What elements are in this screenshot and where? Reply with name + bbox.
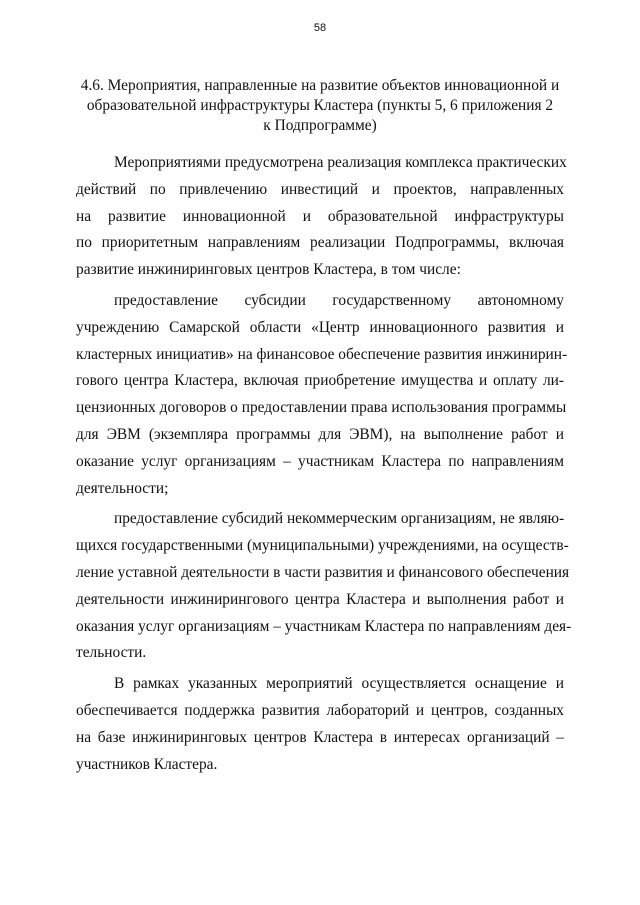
- text-line: действий по привлечению инвестиций и проектов, направленных: [76, 180, 564, 198]
- paragraph: [76, 288, 568, 502]
- text-line: ление уставной деятельности в части развития и финансового обеспечения: [76, 563, 570, 581]
- text-line: для ЭВМ (экземпляра программы для ЭВМ), на выполнение работ и: [76, 425, 564, 443]
- paragraph: [76, 671, 564, 778]
- text-line: предоставление субсидий некоммерческим организациям, не являю-: [114, 510, 565, 528]
- text-line: на развитие инновационной и образовательной инфраструктуры: [76, 207, 564, 225]
- text-line: цензионных договоров о предоставлении права использования программы: [76, 399, 567, 417]
- text-line: предоставление субсидии государственному автономному: [114, 291, 564, 309]
- paragraph: [76, 150, 567, 284]
- text-line: гового центра Кластера, включая приобретение имущества и оплату ли-: [76, 372, 564, 390]
- text-line: кластерных инициатив» на финансовое обеспечение развития инжинирин-: [76, 345, 568, 363]
- section-heading-line: 4.6. Мероприятия, направленные на развитие объектов инновационной и: [80, 77, 560, 94]
- text-line: деятельности инжинирингового центра Кластера и выполнения работ и: [76, 590, 564, 608]
- text-line: деятельности;: [76, 479, 169, 497]
- text-line: В рамках указанных мероприятий осуществляется оснащение и: [114, 675, 564, 693]
- text-line: Мероприятиями предусмотрена реализация комплекса практических: [114, 154, 567, 171]
- paragraph: [76, 506, 572, 667]
- text-line: участников Кластера.: [76, 755, 218, 773]
- text-line: обеспечивается поддержка развития лабораторий и центров, созданных: [76, 701, 564, 719]
- text-line: тельности.: [76, 644, 147, 662]
- text-line: на базе инжиниринговых центров Кластера в интересах организаций –: [76, 728, 564, 746]
- text-line: оказания услуг организациям – участникам Кластера по направлениям дея-: [76, 617, 572, 635]
- page-number: 58: [313, 22, 327, 34]
- section-heading-line: образовательной инфраструктуры Кластера (пункты 5, 6 приложения 2: [86, 97, 554, 114]
- text-line: щихся государственными (муниципальными) учреждениями, на осуществ-: [76, 537, 569, 555]
- text-line: оказание услуг организациям – участникам Кластера по направлениям: [76, 452, 564, 470]
- text-line: развитие инжиниринговых центров Кластера, в том числе:: [76, 261, 461, 279]
- text-line: учреждению Самарской области «Центр инновационного развития и: [76, 318, 564, 336]
- section-heading-line: к Подпрограмме): [263, 117, 377, 134]
- text-line: по приоритетным направлениям реализации Подпрограммы, включая: [76, 234, 564, 252]
- body-text: [76, 150, 572, 778]
- section-heading: [76, 76, 564, 136]
